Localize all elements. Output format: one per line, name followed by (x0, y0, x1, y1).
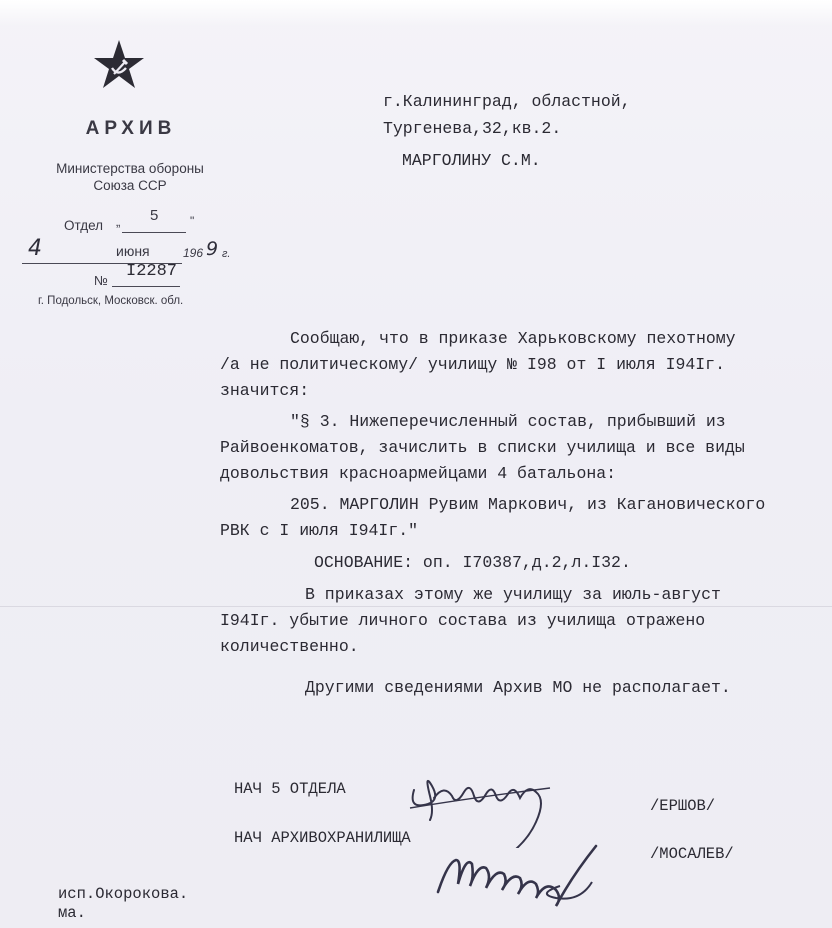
body-p2-line-3: количественно. (220, 637, 359, 656)
archive-city: г. Подольск, Московск. обл. (38, 295, 184, 307)
registration-number: I2287 (126, 262, 178, 281)
ministry-line-2: Союза ССР (93, 178, 167, 193)
dept-quote-close: " (190, 214, 195, 228)
dept-label: Отдел (64, 218, 104, 233)
body-p2-line-2: I94Iг. убытие личного состава из училища отражено (220, 611, 706, 630)
quote-line-3: довольствия красноармейцами 4 батальона: (220, 464, 617, 483)
paper-top-edge (0, 0, 832, 26)
address-line-2: Тургенева,32,кв.2. (383, 119, 562, 138)
archive-title: АРХИВ (85, 118, 177, 139)
signer-1-name: /ЕРШОВ/ (650, 797, 716, 815)
number-underline (112, 286, 180, 287)
quote-line-2: Райвоенкоматов, зачислить в списки училища и все виды (220, 438, 745, 457)
dept-underline (122, 232, 186, 233)
signature-2 (432, 830, 652, 917)
executor-line-1: исп.Окорокова. (58, 885, 189, 903)
body-p2-line-1: В приказах этому же училищу за июль-август (305, 585, 721, 604)
number-label: № (94, 273, 108, 288)
body-p1-line-3: значится: (220, 381, 310, 400)
dept-quote-open: „ (116, 214, 121, 229)
quote-line-1: "§ 3. Нижеперечисленный состав, прибывший из (290, 412, 726, 431)
date-year-digit: 9 (206, 238, 219, 260)
signer-2-name: /МОСАЛЕВ/ (650, 845, 734, 863)
red-star-icon (92, 38, 146, 92)
body-p1-line-2: /а не политическому/ училищу № I98 от I июля I94Iг. (220, 355, 725, 374)
recipient: МАРГОЛИНУ С.М. (402, 151, 541, 170)
date-year-suffix: г. (222, 248, 231, 260)
ministry-line-1: Министерства обороны (56, 161, 204, 176)
body-p1-line-1: Сообщаю, что в приказе Харьковскому пехотному (290, 329, 736, 348)
signer-2-role: НАЧ АРХИВОХРАНИЛИЩА (234, 829, 411, 847)
date-day: 4 (28, 236, 42, 261)
ministry-name (30, 160, 230, 194)
address-line-1: г.Калининград, областной, (383, 92, 631, 111)
body-p3: Другими сведениями Архив МО не располагает. (305, 678, 731, 697)
basis-reference: ОСНОВАНИЕ: оп. I70387,д.2,л.I32. (314, 553, 631, 572)
date-year-prefix: 196 (183, 246, 204, 260)
paper-fold-line (0, 606, 832, 607)
quote-line-4: 205. МАРГОЛИН Рувим Маркович, из Кагановического (290, 495, 766, 514)
executor-line-2: ма. (58, 904, 86, 922)
signer-1-role: НАЧ 5 ОТДЕЛА (234, 780, 346, 798)
dept-number: 5 (150, 207, 159, 224)
date-month: июня (116, 243, 150, 259)
quote-line-5: РВК с I июля I94Iг." (220, 521, 419, 540)
